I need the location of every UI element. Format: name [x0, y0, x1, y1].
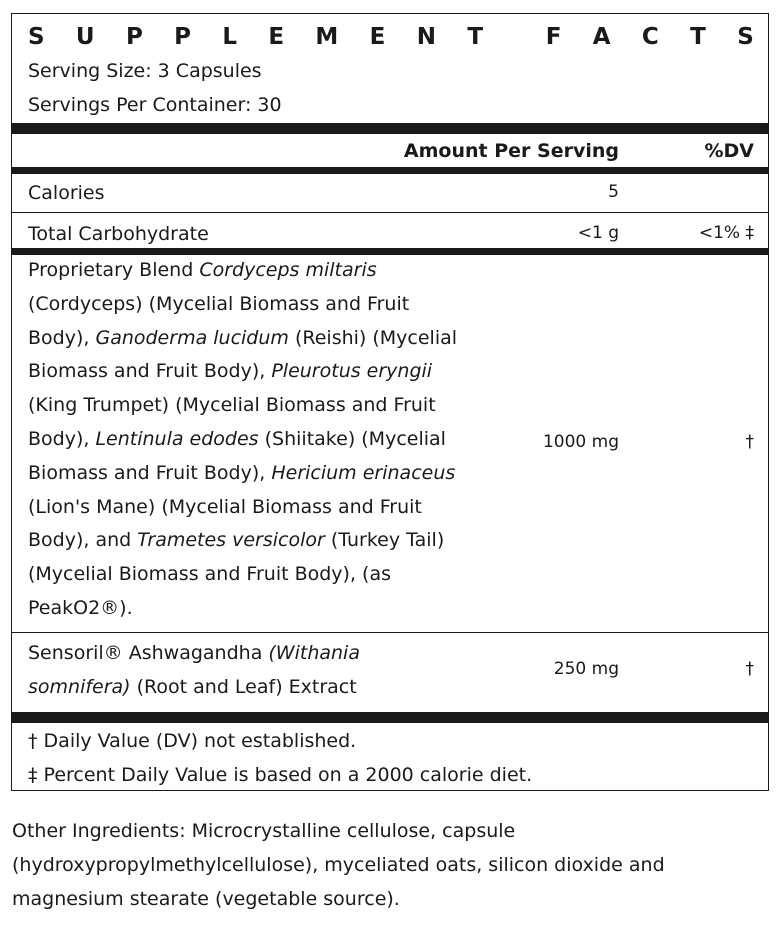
medium-divider	[12, 167, 768, 174]
calories-label: Calories	[28, 182, 105, 204]
text-line	[28, 524, 498, 558]
thin-divider	[12, 632, 768, 633]
text-segment: Body), and	[28, 529, 138, 552]
title-letter: N	[416, 24, 436, 50]
thick-divider	[12, 123, 768, 134]
text-segment: (Lion's Mane) (Mycelial Biomass and Fruit	[28, 495, 422, 518]
thin-divider	[12, 212, 768, 213]
amount-per-serving-header: Amount Per Serving	[403, 140, 619, 162]
italic-name: (Withania	[268, 642, 360, 664]
title-letter: S	[737, 24, 754, 50]
italic-name: Pleurotus eryngii	[271, 360, 433, 383]
text-line	[28, 322, 498, 356]
double-dagger-footnote: ‡ Percent Daily Value is based on a 2000 calorie diet.	[28, 764, 533, 786]
text-line	[28, 254, 498, 288]
text-segment: (Turkey Tail)	[324, 529, 445, 552]
title-letter: A	[592, 24, 611, 50]
other-ingredients-line: (hydroxypropylmethylcellulose), myceliated oats, silicon dioxide and	[12, 854, 665, 876]
panel-title	[28, 24, 754, 50]
italic-name: somnifera)	[28, 676, 131, 698]
text-line	[28, 592, 498, 626]
text-segment: Sensoril® Ashwagandha	[28, 642, 269, 664]
text-line	[28, 288, 498, 322]
title-letter: F	[545, 24, 562, 50]
carbohydrate-label: Total Carbohydrate	[28, 223, 209, 245]
proprietary-blend-dv: †	[745, 432, 754, 452]
other-ingredients	[12, 814, 732, 916]
text-segment: Biomass and Fruit Body),	[28, 461, 272, 484]
text-line	[28, 670, 498, 704]
title-letter: M	[315, 24, 339, 50]
italic-name: Trametes versicolor	[137, 529, 325, 552]
title-letter: P	[125, 24, 143, 50]
text-line	[28, 636, 498, 670]
ashwagandha-dv: †	[745, 659, 754, 679]
dagger-footnote: † Daily Value (DV) not established.	[28, 730, 357, 752]
text-line	[28, 491, 498, 525]
text-segment: (King Trumpet) (Mycelial Biomass and Fruit	[28, 394, 436, 417]
supplement-facts-panel	[11, 13, 769, 791]
text-segment: Proprietary Blend	[28, 259, 200, 281]
text-line	[28, 457, 498, 491]
text-segment: Biomass and Fruit Body),	[28, 360, 272, 383]
text-segment: (Root and Leaf) Extract	[130, 676, 357, 698]
other-ingredients-line: magnesium stearate (vegetable source).	[12, 888, 400, 910]
thick-divider	[12, 712, 768, 723]
text-segment: PeakO2®).	[28, 596, 133, 619]
italic-name: Hericium erinaceus	[271, 461, 456, 484]
text-line	[28, 389, 498, 423]
italic-name: Cordyceps miltaris	[199, 259, 377, 281]
text-segment: (Shiitake) (Mycelial	[258, 427, 446, 450]
dv-header: %DV	[704, 140, 754, 162]
title-letter: P	[174, 24, 192, 50]
title-letter: L	[222, 24, 238, 50]
title-letter: E	[268, 24, 285, 50]
servings-per-container: Servings Per Container: 30	[28, 94, 282, 116]
carbohydrate-dv: <1% ‡	[698, 223, 754, 243]
text-segment: Body),	[28, 427, 96, 450]
title-letter: U	[75, 24, 95, 50]
text-segment: (Cordyceps) (Mycelial Biomass and Fruit	[28, 292, 410, 315]
proprietary-blend-text	[28, 254, 498, 626]
text-segment: (Mycelial Biomass and Fruit Body), (as	[28, 563, 391, 586]
text-line	[28, 423, 498, 457]
title-letter: E	[369, 24, 386, 50]
italic-name: Ganoderma lucidum	[95, 326, 289, 349]
title-letter: C	[641, 24, 659, 50]
other-ingredients-line: Other Ingredients: Microcrystalline cellulose, capsule	[12, 820, 516, 842]
italic-name: Lentinula edodes	[95, 427, 259, 450]
text-line	[28, 558, 498, 592]
text-segment: (Reishi) (Mycelial	[288, 326, 458, 349]
text-segment: Body),	[28, 326, 96, 349]
calories-amount: 5	[608, 182, 619, 202]
ashwagandha-amount: 250 mg	[553, 659, 619, 679]
proprietary-blend-amount: 1000 mg	[542, 432, 619, 452]
title-letter: T	[690, 24, 706, 50]
ashwagandha-text	[28, 636, 498, 704]
title-letter: T	[467, 24, 484, 50]
text-line	[28, 355, 498, 389]
title-letter: S	[28, 24, 45, 50]
carbohydrate-amount: <1 g	[577, 223, 619, 243]
serving-size: Serving Size: 3 Capsules	[28, 60, 262, 82]
